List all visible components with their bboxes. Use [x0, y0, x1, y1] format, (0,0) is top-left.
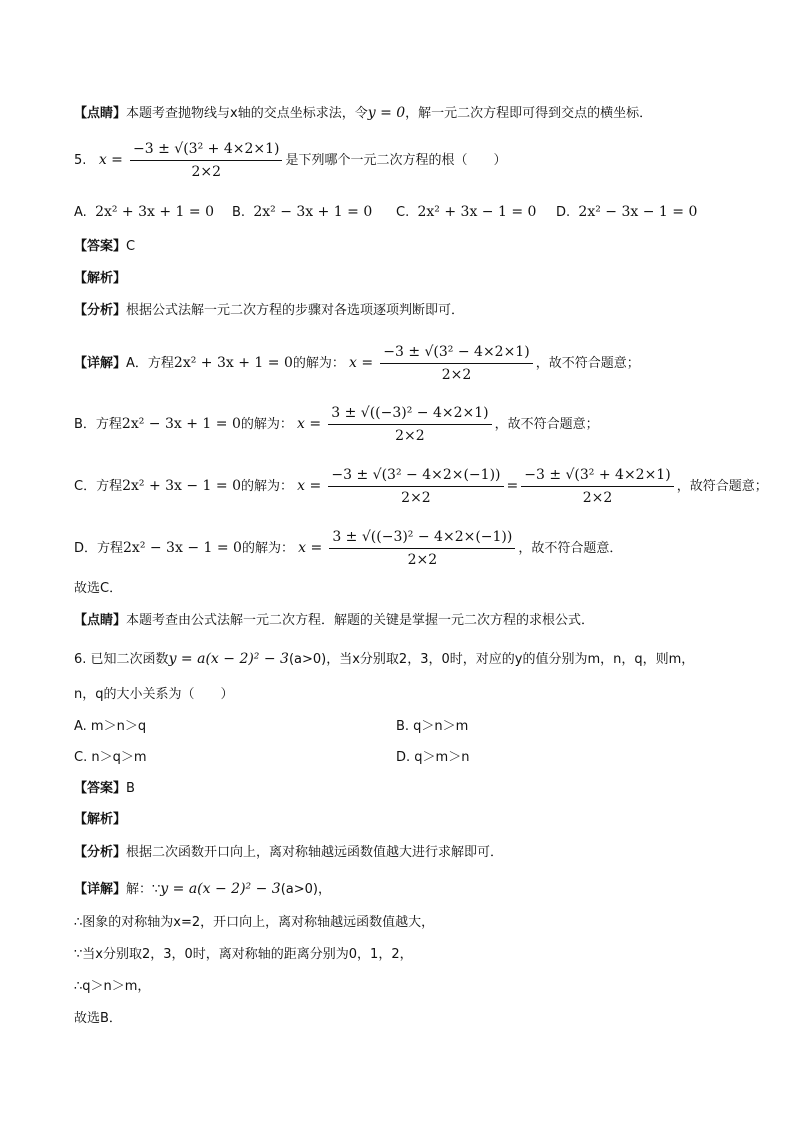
q5-detail-a-numerator: −3 ± √(3² − 4×2×1) [380, 343, 532, 364]
q5-tip-text: 本题考查由公式法解一元二次方程．解题的关键是掌握一元二次方程的求根公式． [126, 613, 595, 628]
q5-option-b-expr: 2x² − 3x + 1 = 0 [253, 204, 373, 220]
q5-detail-label: 【详解】 [74, 356, 127, 371]
q5-detail-c-prefix: C．方程 [74, 479, 123, 494]
q6-analysis-heading [74, 811, 126, 829]
q5-stem [74, 140, 507, 181]
q6-stem-b: (a>0)，当x分别取2，3，0时，对应的y的值分别为m，n，q，则m， [288, 652, 695, 667]
q5-detail-b-fraction [328, 404, 491, 445]
q5-answer [74, 238, 135, 256]
q5-option-d-expr: 2x² − 3x − 1 = 0 [578, 204, 698, 220]
q6-number: 6. [74, 652, 87, 667]
q5-detail-c-suffix: ，故符合题意； [676, 479, 768, 494]
q5-analysis-label: 【解析】 [74, 271, 127, 286]
q5-detail-c-fraction [328, 466, 503, 507]
q6-answer [74, 780, 135, 798]
q6-stem-a: 已知二次函数 [90, 652, 169, 667]
q5-fenxi-text: 根据公式法解一元二次方程的步骤对各选项逐项判断即可． [126, 303, 465, 318]
q6-stem-line2: n，q的大小关系为（ ） [74, 687, 234, 702]
q5-number: 5. [74, 153, 87, 168]
q5-detail-d-denominator: 2×2 [407, 552, 438, 568]
q5-detail-a-denominator: 2×2 [441, 367, 472, 383]
q5-answer-value: C [126, 239, 136, 254]
q5-detail-a [74, 343, 640, 384]
q6-step-3: ∴q＞n＞m， [74, 979, 151, 994]
q6-fenxi-text: 根据二次函数开口向上，离对称轴越远函数值越大进行求解即可． [126, 845, 504, 860]
q5-option-b-letter: B. [232, 205, 246, 220]
q5-detail-a-eq: 2x² + 3x + 1 = 0 [173, 355, 293, 371]
q5-detail-b-lhs: x = [297, 416, 322, 432]
q5-detail-c-denominator: 2×2 [401, 490, 431, 506]
q5-tip [74, 612, 594, 630]
q5-detail-d-fraction [329, 528, 515, 569]
q6-fenxi-label: 【分析】 [74, 845, 127, 860]
q6-answer-label: 【答案】 [74, 781, 127, 796]
q5-detail-c-mid: 的解为： [241, 479, 294, 494]
q5-detail-c-numerator: −3 ± √(3² − 4×2×(−1)) [328, 466, 503, 487]
q5-detail-d-numerator: 3 ± √((−3)² − 4×2×(−1)) [329, 528, 515, 549]
q5-fenxi-label: 【分析】 [74, 303, 127, 318]
q5-stem-fraction [130, 140, 282, 181]
q6-detail-function: y = a(x − 2)² − 3 [160, 881, 281, 897]
q5-analysis-heading [74, 270, 126, 288]
q5-answer-label: 【答案】 [74, 239, 127, 254]
q5-detail-b-denominator: 2×2 [395, 428, 425, 444]
q5-detail-b [74, 404, 599, 445]
q5-detail-c-eq: 2x² + 3x − 1 = 0 [122, 478, 242, 494]
q6-detail-label: 【详解】 [74, 882, 127, 897]
q5-detail-a-prefix: A．方程 [126, 356, 174, 371]
q5-detail-d [74, 528, 622, 569]
q5-stem-text: 是下列哪个一元二次方程的根（ ） [285, 153, 507, 168]
q6-option-a: A. m＞n＞q [74, 719, 147, 734]
q4-tip-math: y = 0 [367, 105, 406, 121]
q4-tip-text-b: ，解一元二次方程即可得到交点的横坐标． [405, 106, 653, 121]
q5-detail-d-mid: 的解为： [241, 541, 294, 556]
q5-detail-c-lhs: x = [297, 478, 322, 494]
q6-step-1: ∴图象的对称轴为x=2，开口向上，离对称轴越远函数值越大， [74, 915, 435, 930]
q5-detail-c: C．方程2x² + 3x − 1 = 0的解为： x = $\frac{\text{−3 ± √(3² − 4×2×(−1))}}{2\times 2}$ = $\frac{\text{−3 ± √(3² + 4×2×1)}}{2\times 2}$ ，故符合题意； [74, 467, 768, 506]
q6-option-b: B. q＞n＞m [396, 719, 469, 734]
q5-option-c [396, 203, 536, 222]
q6-detail-a: 解：∵ [126, 882, 161, 897]
q5-detail-c-denominator-2: 2×2 [582, 490, 613, 506]
q5-detail-a-mid: 的解为： [292, 356, 345, 371]
q5-detail-a-fraction [380, 343, 532, 384]
q5-stem-numerator: −3 ± √(3² + 4×2×1) [130, 140, 282, 161]
q4-tip [74, 104, 652, 123]
q6-analysis-label: 【解析】 [74, 812, 127, 827]
q5-tip-label: 【点睛】 [74, 613, 127, 628]
q6-step-2: ∵当x分别取2，3，0时，离对称轴的距离分别为0，1，2， [74, 947, 413, 962]
q5-detail-b-prefix: B．方程 [74, 417, 122, 432]
q5-detail-b-mid: 的解为： [240, 417, 293, 432]
q6-detail [74, 880, 331, 899]
q5-detail-c-numerator-2: −3 ± √(3² + 4×2×1) [521, 466, 673, 487]
q5-detail-d-eq: 2x² − 3x − 1 = 0 [123, 540, 242, 556]
q5-conclusion: 故选C． [74, 581, 123, 596]
q6-option-d: D. q＞m＞n [396, 750, 470, 765]
q5-fenxi [74, 302, 464, 320]
q5-stem-lhs: x = [98, 152, 123, 168]
q5-detail-a-suffix: ，故不符合题意； [535, 356, 640, 371]
q4-tip-label: 【点睛】 [74, 106, 127, 121]
q6-answer-value: B [126, 781, 135, 796]
q5-option-b [232, 203, 372, 222]
q6-option-c: C. n＞q＞m [74, 750, 147, 765]
q5-detail-d-suffix: ，故不符合题意． [518, 541, 623, 556]
q5-stem-denominator: 2×2 [191, 164, 222, 180]
q5-detail-b-numerator: 3 ± √((−3)² − 4×2×1) [328, 404, 491, 425]
q5-option-c-expr: 2x² + 3x − 1 = 0 [417, 204, 537, 220]
q5-detail-b-eq: 2x² − 3x + 1 = 0 [121, 416, 241, 432]
q6-stem [74, 650, 694, 669]
q5-detail-d-prefix: D．方程 [74, 541, 124, 556]
q6-detail-b: (a>0)， [280, 882, 331, 897]
q5-detail-c-fraction-2 [521, 466, 673, 507]
q6-fenxi [74, 844, 503, 862]
q4-tip-text-a: 本题考查抛物线与x轴的交点坐标求法，令 [126, 106, 368, 121]
q5-option-a-expr: 2x² + 3x + 1 = 0 [95, 204, 214, 220]
q5-detail-b-suffix: ，故不符合题意； [494, 417, 599, 432]
q5-detail-a-lhs: x = [349, 355, 374, 371]
q5-option-d-letter: D. [556, 205, 571, 220]
q6-step-4: 故选B． [74, 1011, 122, 1026]
q5-option-a [74, 203, 214, 222]
q5-option-c-letter: C. [396, 205, 410, 220]
q5-option-a-letter: A. [74, 205, 87, 220]
q6-function: y = a(x − 2)² − 3 [168, 651, 289, 667]
q5-option-d [556, 203, 697, 222]
q5-detail-d-lhs: x = [298, 540, 323, 556]
